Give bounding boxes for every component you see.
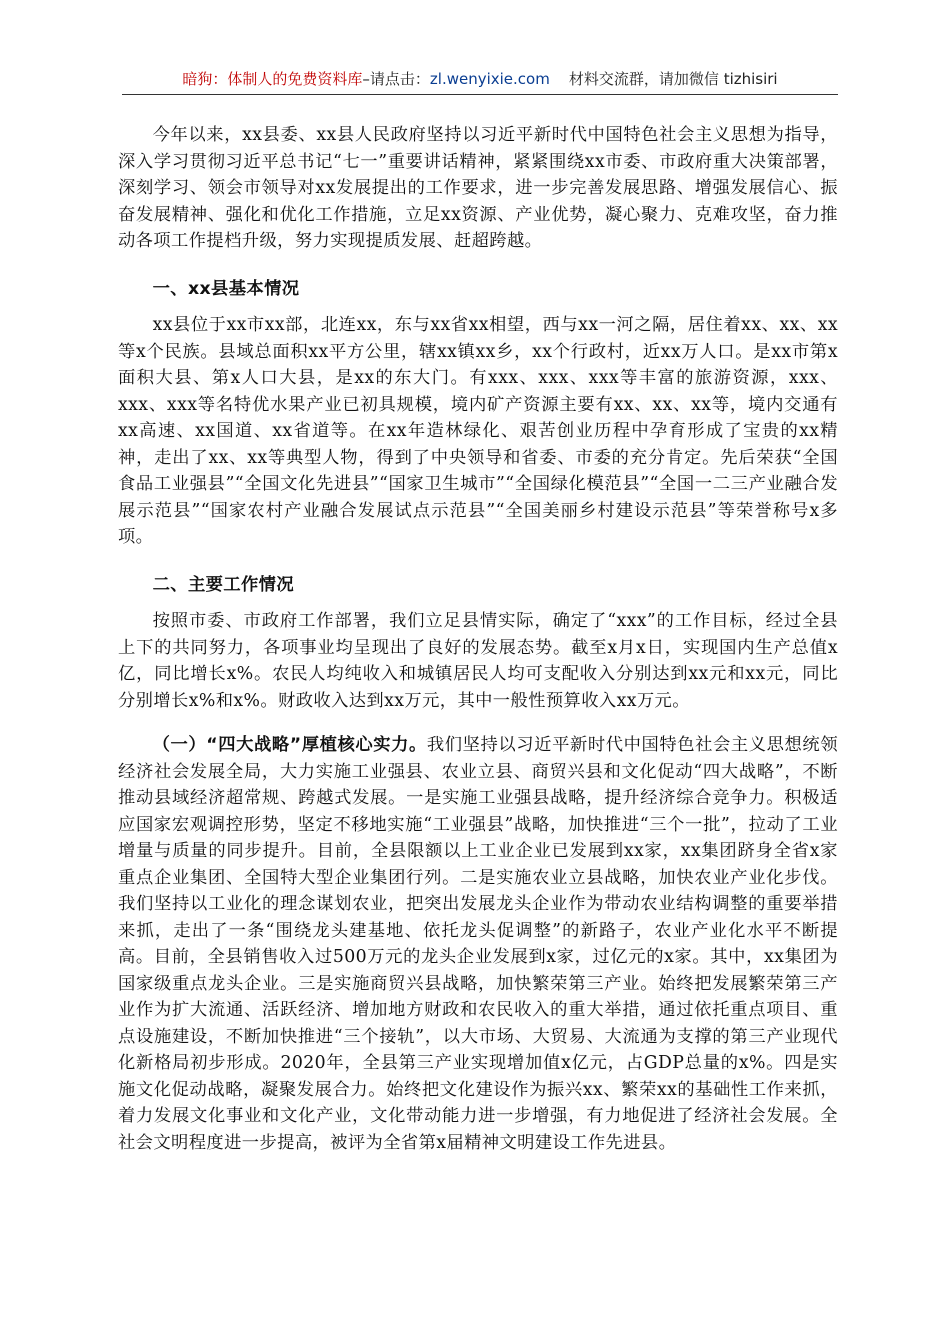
site-url-link[interactable]: zl.wenyixie.com bbox=[429, 70, 550, 88]
section-1-heading: 一、xx县基本情况 bbox=[152, 278, 300, 299]
click-prompt: –请点击： bbox=[362, 70, 430, 88]
section-1-paragraph: xx县位于xx市xx部，北连xx，东与xx省xx相望，西与xx一河之隔，居住着xx、xx、xx等x个民族。县域总面积xx平方公里，辖xx镇xx乡，xx个行政村，近xx万人口。是xx市第x面积大县、第x人口大县，是xx的东大门。有xxx、xxx、xxx等丰富的旅游资源，xxx、xxx、xxx等名特优水果产业已初具规模，境内矿产资源主要有xx、xx、xx等，境内交通有xx高速、xx国道、xx省道等。在xx年造林绿化、艰苦创业历程中孕育形成了宝贵的xx精神，走出了xx、xx等典型人物，得到了中央领导和省委、市委的充分肯定。先后荣获“全国食品工业强县”“全国文化先进县”“国家卫生城市”“全国绿化模范县”“全国一二三产业融合发展示范县”“国家农村产业融合发展试点示范县”“全国美丽乡村建设示范县”等荣誉称号x多项。 bbox=[118, 315, 838, 547]
subsection-1-paragraph bbox=[118, 732, 838, 1156]
site-name: 暗狗：体制人的免费资料库 bbox=[182, 70, 363, 88]
intro-paragraph: 今年以来，xx县委、xx县人民政府坚持以习近平新时代中国特色社会主义思想为指导，深入学习贯彻习近平总书记“七一”重要讲话精神，紧紧围绕xx市委、市政府重大决策部署，深刻学习、领会市领导对xx发展提出的工作要求，进一步完善发展思路、增强发展信心、振奋发展精神、强化和优化工作措施，立足xx资源、产业优势，凝心聚力、克难攻坚，奋力推动各项工作提档升级，努力实现提质发展、赶超跨越。 bbox=[118, 125, 838, 251]
page-header-banner bbox=[122, 68, 838, 95]
subsection-1-heading: （一）“四大战略”厚植核心实力。 bbox=[152, 735, 427, 755]
section-2-heading: 二、主要工作情况 bbox=[152, 574, 295, 595]
subsection-1-text: 我们坚持以习近平新时代中国特色社会主义思想统领经济社会发展全局，大力实施工业强县、农业立县、商贸兴县和文化促动“四大战略”，不断推动县域经济超常规、跨越式发展。一是实施工业强县战略，提升经济综合竞争力。积极适应国家宏观调控形势，坚定不移地实施“工业强县”战略，加快推进“三个一批”，拉动了工业增量与质量的同步提升。目前，全县限额以上工业企业已发展到xx家，xx集团跻身全省x家重点企业集团、全国特大型企业集团行列。二是实施农业立县战略，加快农业产业化步伐。我们坚持以工业化的理念谋划农业，把突出发展龙头企业作为带动农业结构调整的重要举措来抓，走出了一条“围绕龙头建基地、依托龙头促调整”的新路子，农业产业化水平不断提高。目前，全县销售收入过500万元的龙头企业发展到x家，过亿元的x家。其中，xx集团为国家级重点龙头企业。三是实施商贸兴县战略，加快繁荣第三产业。始终把发展繁荣第三产业作为扩大流通、活跃经济、增加地方财政和农民收入的重大举措，通过依托重点项目、重点设施建设，不断加快推进“三个接轨”，以大市场、大贸易、大流通为支撑的第三产业现代化新格局初步形成。2020年，全县第三产业实现增加值x亿元，占GDP总量的x%。四是实施文化促动战略，凝聚发展合力。始终把文化建设作为振兴xx、繁荣xx的基础性工作来抓，着力发展文化事业和文化产业，文化带动能力进一步增强，有力地促进了经济社会发展。全社会文明程度进一步提高，被评为全省第x届精神文明建设工作先进县。 bbox=[118, 735, 839, 1153]
section-2-paragraph: 按照市委、市政府工作部署，我们立足县情实际，确定了“xxx”的工作目标，经过全县上下的共同努力，各项事业均呈现出了良好的发展态势。截至x月x日，实现国内生产总值x亿，同比增长x%。农民人均纯收入和城镇居民人均可支配收入分别达到xx元和xx元，同比分别增长x%和x%。财政收入达到xx万元，其中一般性预算收入xx万元。 bbox=[118, 611, 838, 711]
document-body bbox=[118, 122, 838, 1156]
group-note: 材料交流群，请加微信 tizhisiri bbox=[568, 70, 778, 88]
